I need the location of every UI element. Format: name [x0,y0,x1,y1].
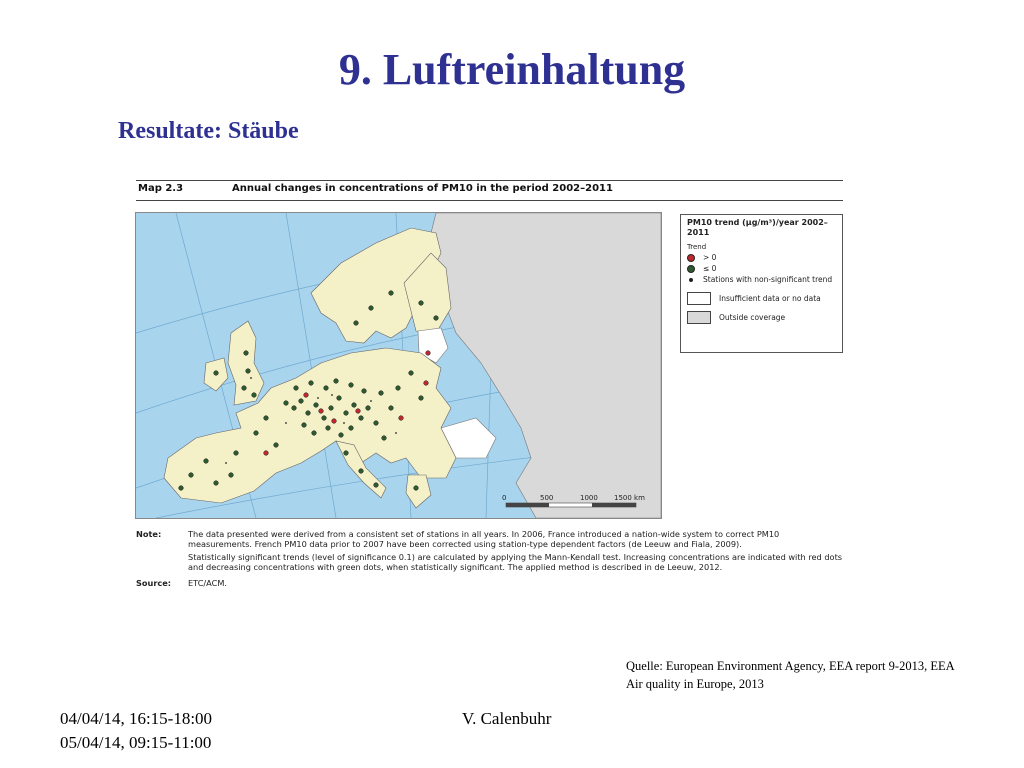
legend-item-nonsignificant [687,275,836,284]
map-notes [136,529,843,588]
map-figure [136,178,844,608]
europe-map [136,213,661,518]
scale-label-0: 0 [502,494,507,502]
white-swatch-icon [687,292,711,305]
legend-item-label: ≤ 0 [703,264,717,273]
note-paragraph: The data presented were derived from a consistent set of stations in all years. In 2006, France introduced a nation-wide system to correct PM10 measurements. French PM10 data prior to 2007 have been corrected using station-type dependent factors (de Leeuw and Fiala, 2009). [188,529,780,549]
legend-item-decrease [687,264,836,273]
legend-item-increase [687,253,836,262]
note-body [188,529,843,575]
slide-title: 9. Luftreinhaltung [338,45,686,94]
europe-map-svg [136,213,661,518]
note-label: Note: [136,529,162,539]
source-label: Source: [136,578,172,588]
legend-title: PM10 trend (µg/m³)/year 2002–2011 [687,218,828,237]
grey-swatch-icon [687,311,711,324]
land-uk [228,321,264,405]
scale-label-1000: 1000 [580,494,598,502]
legend-area-outside [687,311,836,324]
figure-top-rule [136,180,843,181]
footer-date-line: 04/04/14, 16:15-18:00 [60,709,213,728]
green-dot-icon [687,265,695,273]
footer-dates [60,707,212,755]
scale-label-1500: 1500 km [614,494,645,502]
outside-coverage-land [426,213,661,518]
legend-area-label: Insufficient data or no data [719,294,821,303]
legend-item-label: Stations with non-significant trend [703,275,833,284]
footer-date-line: 05/04/14, 09:15-11:00 [60,733,212,752]
source-row [136,578,843,588]
small-dot-icon [689,278,693,282]
land-greece [406,475,431,508]
red-dot-icon [687,254,695,262]
legend-trend-label: Trend [687,243,707,251]
legend-area-label: Outside coverage [719,313,786,322]
map-title: Annual changes in concentrations of PM10 in the period 2002–2011 [232,183,613,194]
figure-header-rule [136,200,843,201]
note-paragraph: Statistically significant trends (level of significance 0.1) are calculated by applying the Mann-Kendall test. Increasing concentrations are indicated with red dots and decreasing concentrations with green dots, when statistically significant. The applied method is described in de Leeuw, 2012. [188,552,843,572]
legend-item-label: > 0 [703,253,717,262]
footer-author: V. Calenbuhr [462,709,552,728]
map-number: Map 2.3 [138,183,184,194]
quelle-citation: Quelle: European Environment Agency, EEA report 9-2013, EEA Air quality in Europe, 2013 [626,659,954,691]
scale-label-500: 500 [540,494,554,502]
note-row [136,529,843,575]
source-text: ETC/ACM. [188,578,228,588]
map-legend [680,214,843,353]
slide-subtitle: Resultate: Stäube [118,118,299,144]
legend-area-no-data [687,292,836,305]
